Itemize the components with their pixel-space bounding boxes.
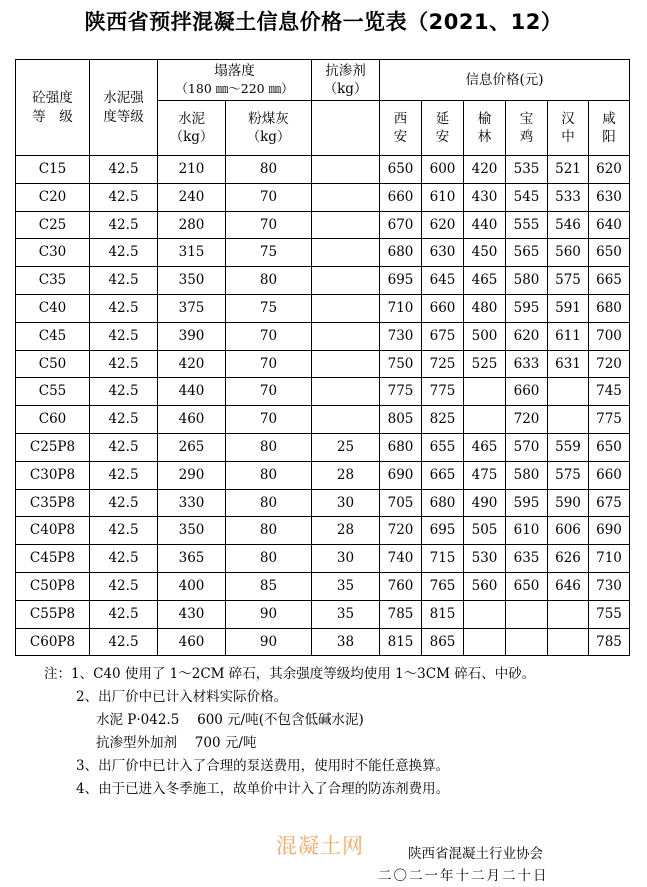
cell-cement: 265	[158, 433, 226, 461]
cell-cement: 440	[158, 378, 226, 406]
cell-price: 525	[464, 350, 506, 378]
cell-cement: 420	[158, 350, 226, 378]
cell-price: 575	[548, 267, 589, 295]
cell-antiseep: 25	[312, 433, 380, 461]
cell-price: 535	[506, 156, 548, 184]
cell-price: 611	[548, 322, 589, 350]
table-row	[16, 183, 630, 211]
cell-cement-grade: 42.5	[90, 461, 158, 489]
cell-price: 680	[380, 239, 422, 267]
note-3: 3、出厂价中已计入了合理的泵送费用，使用时不能任意换算。	[76, 758, 450, 774]
cell-flyash: 90	[226, 628, 312, 656]
cell-cement-grade: 42.5	[90, 433, 158, 461]
cell-flyash: 80	[226, 489, 312, 517]
header-city-xian: 西 安	[380, 101, 422, 156]
cell-price: 545	[506, 183, 548, 211]
cell-cement-grade: 42.5	[90, 378, 158, 406]
cell-price: 660	[506, 378, 548, 406]
cell-price: 595	[506, 294, 548, 322]
cell-cement-grade: 42.5	[90, 572, 158, 600]
cell-price: 675	[589, 489, 630, 517]
cell-price: 805	[380, 406, 422, 434]
cell-price: 725	[422, 350, 464, 378]
cell-price: 465	[464, 433, 506, 461]
cell-antiseep	[312, 350, 380, 378]
cell-price: 715	[422, 545, 464, 573]
cell-price: 420	[464, 156, 506, 184]
cell-price: 580	[506, 461, 548, 489]
cell-flyash: 75	[226, 239, 312, 267]
note-2: 2、出厂价中已计入材料实际价格。	[76, 689, 288, 705]
cell-cement-grade: 42.5	[90, 322, 158, 350]
cell-flyash: 70	[226, 406, 312, 434]
cell-price: 533	[548, 183, 589, 211]
cell-grade: C35	[16, 267, 90, 295]
cell-grade: C15	[16, 156, 90, 184]
cell-price	[548, 378, 589, 406]
cell-cement: 280	[158, 211, 226, 239]
table-row	[16, 239, 630, 267]
cell-cement: 290	[158, 461, 226, 489]
cell-flyash: 80	[226, 433, 312, 461]
cell-price: 620	[422, 211, 464, 239]
cell-grade: C30	[16, 239, 90, 267]
cell-price: 565	[506, 239, 548, 267]
header-city-yulin: 榆 林	[464, 101, 506, 156]
cell-antiseep	[312, 378, 380, 406]
cell-price: 740	[380, 545, 422, 573]
cell-price: 650	[380, 156, 422, 184]
cell-cement: 210	[158, 156, 226, 184]
cell-price: 630	[422, 239, 464, 267]
cell-cement-grade: 42.5	[90, 183, 158, 211]
cell-flyash: 80	[226, 461, 312, 489]
header-price-group: 信息价格(元)	[380, 60, 630, 101]
cell-antiseep: 35	[312, 600, 380, 628]
header-flyash: 粉煤灰 （kg）	[226, 101, 312, 156]
cell-price: 650	[589, 433, 630, 461]
table-row	[16, 600, 630, 628]
cell-price: 785	[380, 600, 422, 628]
cell-antiseep	[312, 183, 380, 211]
cell-price: 760	[380, 572, 422, 600]
cell-price	[548, 600, 589, 628]
cell-price: 595	[506, 489, 548, 517]
header-slump: 塌落度 （180 ㎜～220 ㎜）	[158, 60, 312, 101]
cell-price: 631	[548, 350, 589, 378]
cell-grade: C25P8	[16, 433, 90, 461]
cell-price: 695	[422, 517, 464, 545]
cell-cement-grade: 42.5	[90, 406, 158, 434]
cell-antiseep	[312, 156, 380, 184]
cell-price	[464, 600, 506, 628]
table-row	[16, 545, 630, 573]
cell-price: 660	[422, 294, 464, 322]
cell-cement-grade: 42.5	[90, 545, 158, 573]
notes	[44, 663, 644, 801]
cell-price: 765	[422, 572, 464, 600]
cell-grade: C40	[16, 294, 90, 322]
cell-antiseep: 28	[312, 461, 380, 489]
cell-price: 645	[422, 267, 464, 295]
cell-price: 785	[589, 628, 630, 656]
table-row	[16, 350, 630, 378]
header-city-xianyang: 咸 阳	[589, 101, 630, 156]
cell-grade: C30P8	[16, 461, 90, 489]
table-row	[16, 267, 630, 295]
table-row	[16, 322, 630, 350]
cell-cement: 390	[158, 322, 226, 350]
note-4: 4、由于已进入冬季施工，故单价中计入了合理的防冻剂费用。	[76, 781, 450, 797]
cell-cement: 350	[158, 517, 226, 545]
cell-price	[506, 600, 548, 628]
cell-price: 710	[589, 545, 630, 573]
header-antiseep: 抗渗剂 （kg）	[312, 60, 380, 101]
cell-antiseep: 30	[312, 545, 380, 573]
cell-cement: 430	[158, 600, 226, 628]
header-city-hanzhong: 汉 中	[548, 101, 589, 156]
cell-price	[506, 628, 548, 656]
cell-price	[548, 406, 589, 434]
cell-price: 665	[589, 267, 630, 295]
cell-antiseep: 28	[312, 517, 380, 545]
cell-price: 705	[380, 489, 422, 517]
cell-price: 475	[464, 461, 506, 489]
cell-cement-grade: 42.5	[90, 211, 158, 239]
cell-price: 675	[422, 322, 464, 350]
cell-grade: C60P8	[16, 628, 90, 656]
cell-grade: C50	[16, 350, 90, 378]
cell-price: 570	[506, 433, 548, 461]
cell-price	[548, 628, 589, 656]
cell-flyash: 75	[226, 294, 312, 322]
header-cement: 水泥 （kg）	[158, 101, 226, 156]
cell-grade: C55P8	[16, 600, 90, 628]
header-row-1	[16, 60, 630, 101]
cell-price: 660	[589, 461, 630, 489]
watermark-logo: 混凝土网	[276, 834, 364, 858]
cell-grade: C50P8	[16, 572, 90, 600]
cell-flyash: 90	[226, 600, 312, 628]
header-cement-grade: 水泥强 度等级	[90, 60, 158, 156]
cell-price: 710	[380, 294, 422, 322]
cell-antiseep	[312, 211, 380, 239]
cell-price: 690	[380, 461, 422, 489]
note-1: 注：1、C40 使用了 1～2CM 碎石，其余强度等级均使用 1～3CM 碎石、中砂。	[44, 666, 536, 682]
cell-price	[464, 406, 506, 434]
cell-price: 450	[464, 239, 506, 267]
cell-flyash: 80	[226, 545, 312, 573]
signature-org: 陕西省混凝土行业协会	[408, 846, 543, 862]
cell-price: 490	[464, 489, 506, 517]
cell-grade: C40P8	[16, 517, 90, 545]
cell-antiseep	[312, 322, 380, 350]
cell-flyash: 80	[226, 156, 312, 184]
cell-price: 521	[548, 156, 589, 184]
cell-antiseep: 30	[312, 489, 380, 517]
cell-grade: C55	[16, 378, 90, 406]
cell-cement: 315	[158, 239, 226, 267]
cell-cement-grade: 42.5	[90, 156, 158, 184]
cell-price: 700	[589, 322, 630, 350]
cell-price: 640	[589, 211, 630, 239]
cell-price: 630	[589, 183, 630, 211]
table-row	[16, 628, 630, 656]
cell-cement: 350	[158, 267, 226, 295]
cell-price: 695	[380, 267, 422, 295]
cell-price: 670	[380, 211, 422, 239]
cell-price: 815	[422, 600, 464, 628]
table-row	[16, 572, 630, 600]
cell-price: 665	[422, 461, 464, 489]
cell-price: 650	[506, 572, 548, 600]
cell-cement: 240	[158, 183, 226, 211]
cell-antiseep	[312, 406, 380, 434]
cell-price: 610	[422, 183, 464, 211]
cell-cement-grade: 42.5	[90, 294, 158, 322]
cell-grade: C20	[16, 183, 90, 211]
cell-price: 680	[589, 294, 630, 322]
cell-grade: C35P8	[16, 489, 90, 517]
table-row	[16, 294, 630, 322]
header-city-yanan: 延 安	[422, 101, 464, 156]
cell-price: 775	[589, 406, 630, 434]
cell-price: 560	[464, 572, 506, 600]
cell-price: 650	[589, 239, 630, 267]
cell-price: 555	[506, 211, 548, 239]
header-grade: 砼强度 等 级	[16, 60, 90, 156]
cell-price: 775	[380, 378, 422, 406]
header-city-baoji: 宝 鸡	[506, 101, 548, 156]
cell-price: 633	[506, 350, 548, 378]
cell-price: 825	[422, 406, 464, 434]
note-2-cement: 水泥 P·042.5 600 元/吨(不包含低碱水泥)	[96, 712, 364, 728]
table-row	[16, 156, 630, 184]
cell-price: 755	[589, 600, 630, 628]
cell-price: 646	[548, 572, 589, 600]
cell-cement: 365	[158, 545, 226, 573]
note-2-additive: 抗渗型外加剂 700 元/吨	[96, 735, 257, 751]
cell-flyash: 85	[226, 572, 312, 600]
cell-price: 626	[548, 545, 589, 573]
cell-price: 680	[422, 489, 464, 517]
cell-grade: C45P8	[16, 545, 90, 573]
table-row	[16, 433, 630, 461]
signature-date: 二〇二一年十二月二十日	[378, 868, 549, 884]
price-table	[15, 59, 630, 656]
cell-cement-grade: 42.5	[90, 350, 158, 378]
cell-price: 465	[464, 267, 506, 295]
cell-cement: 330	[158, 489, 226, 517]
cell-cement: 375	[158, 294, 226, 322]
cell-flyash: 80	[226, 267, 312, 295]
cell-price: 865	[422, 628, 464, 656]
cell-flyash: 70	[226, 378, 312, 406]
cell-antiseep	[312, 239, 380, 267]
header-antiseep-blank	[312, 101, 380, 156]
cell-price: 591	[548, 294, 589, 322]
table-row	[16, 489, 630, 517]
cell-price: 530	[464, 545, 506, 573]
cell-price: 750	[380, 350, 422, 378]
cell-cement-grade: 42.5	[90, 267, 158, 295]
cell-grade: C60	[16, 406, 90, 434]
cell-price: 680	[380, 433, 422, 461]
cell-antiseep: 38	[312, 628, 380, 656]
cell-price: 580	[506, 267, 548, 295]
cell-price: 720	[380, 517, 422, 545]
table-row	[16, 378, 630, 406]
cell-price: 610	[506, 517, 548, 545]
cell-price: 430	[464, 183, 506, 211]
cell-price: 635	[506, 545, 548, 573]
cell-flyash: 70	[226, 211, 312, 239]
cell-flyash: 70	[226, 350, 312, 378]
cell-price: 500	[464, 322, 506, 350]
cell-cement-grade: 42.5	[90, 600, 158, 628]
table-row	[16, 406, 630, 434]
cell-antiseep	[312, 267, 380, 295]
table-row	[16, 211, 630, 239]
cell-price: 690	[589, 517, 630, 545]
cell-price: 575	[548, 461, 589, 489]
cell-price: 546	[548, 211, 589, 239]
page-title: 陕西省预拌混凝土信息价格一览表（2021、12）	[84, 10, 563, 34]
cell-price: 730	[380, 322, 422, 350]
cell-price: 620	[589, 156, 630, 184]
cell-price	[464, 378, 506, 406]
cell-cement-grade: 42.5	[90, 517, 158, 545]
table-body	[16, 156, 630, 656]
cell-cement-grade: 42.5	[90, 489, 158, 517]
cell-price: 730	[589, 572, 630, 600]
cell-price: 606	[548, 517, 589, 545]
cell-price	[464, 628, 506, 656]
cell-price: 480	[464, 294, 506, 322]
cell-price: 655	[422, 433, 464, 461]
cell-cement: 460	[158, 628, 226, 656]
cell-price: 440	[464, 211, 506, 239]
cell-price: 505	[464, 517, 506, 545]
cell-cement: 400	[158, 572, 226, 600]
cell-price: 559	[548, 433, 589, 461]
cell-price: 720	[506, 406, 548, 434]
cell-price: 600	[422, 156, 464, 184]
cell-cement: 460	[158, 406, 226, 434]
cell-flyash: 80	[226, 517, 312, 545]
cell-price: 660	[380, 183, 422, 211]
cell-grade: C25	[16, 211, 90, 239]
cell-flyash: 70	[226, 322, 312, 350]
table-row	[16, 461, 630, 489]
table-row	[16, 517, 630, 545]
cell-cement-grade: 42.5	[90, 239, 158, 267]
cell-antiseep: 35	[312, 572, 380, 600]
cell-price: 775	[422, 378, 464, 406]
cell-price: 620	[506, 322, 548, 350]
cell-cement-grade: 42.5	[90, 628, 158, 656]
cell-antiseep	[312, 294, 380, 322]
cell-grade: C45	[16, 322, 90, 350]
cell-price: 815	[380, 628, 422, 656]
cell-price: 590	[548, 489, 589, 517]
cell-price: 560	[548, 239, 589, 267]
cell-price: 745	[589, 378, 630, 406]
cell-price: 720	[589, 350, 630, 378]
cell-flyash: 70	[226, 183, 312, 211]
